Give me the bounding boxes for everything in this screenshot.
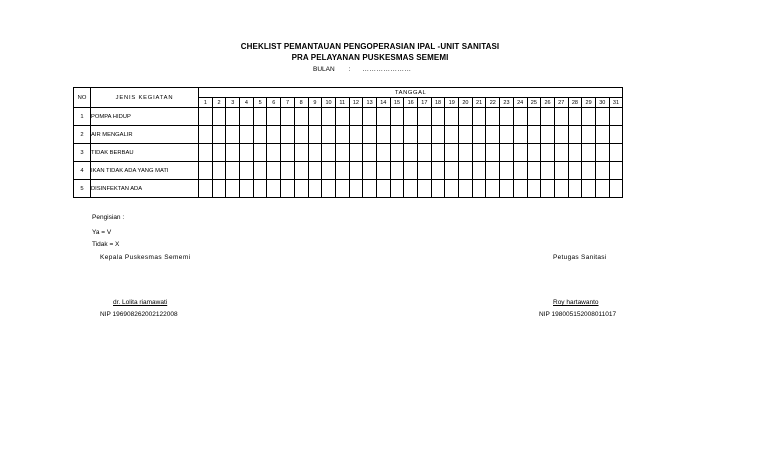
day-header: 2 — [212, 98, 226, 108]
check-cell[interactable] — [527, 108, 541, 126]
check-cell[interactable] — [226, 126, 240, 144]
notes-pengisian: Pengisian : — [92, 214, 125, 221]
check-cell[interactable] — [527, 180, 541, 198]
check-cell[interactable] — [418, 180, 432, 198]
check-cell[interactable] — [376, 126, 390, 144]
check-cell[interactable] — [554, 180, 568, 198]
check-cell[interactable] — [500, 126, 514, 144]
day-header: 24 — [513, 98, 527, 108]
check-cell[interactable] — [404, 180, 418, 198]
check-cell[interactable] — [472, 108, 486, 126]
day-header: 15 — [390, 98, 404, 108]
check-cell[interactable] — [376, 180, 390, 198]
check-cell[interactable] — [349, 162, 363, 180]
check-cell[interactable] — [431, 144, 445, 162]
check-cell[interactable] — [541, 180, 555, 198]
activity-name: TIDAK BERBAU — [91, 144, 199, 162]
check-cell[interactable] — [445, 162, 459, 180]
check-cell[interactable] — [500, 180, 514, 198]
check-cell[interactable] — [404, 162, 418, 180]
check-cell[interactable] — [582, 180, 596, 198]
check-cell[interactable] — [253, 162, 267, 180]
check-cell[interactable] — [445, 108, 459, 126]
day-header: 4 — [240, 98, 254, 108]
check-cell[interactable] — [199, 126, 213, 144]
check-cell[interactable] — [500, 108, 514, 126]
check-cell[interactable] — [472, 126, 486, 144]
day-header: 25 — [527, 98, 541, 108]
check-cell[interactable] — [240, 126, 254, 144]
check-cell[interactable] — [554, 126, 568, 144]
check-cell[interactable] — [390, 144, 404, 162]
check-cell[interactable] — [541, 162, 555, 180]
day-header: 21 — [472, 98, 486, 108]
check-cell[interactable] — [554, 162, 568, 180]
bulan-line — [313, 66, 412, 73]
day-header: 1 — [199, 98, 213, 108]
check-cell[interactable] — [240, 144, 254, 162]
check-cell[interactable] — [226, 162, 240, 180]
check-cell[interactable] — [226, 144, 240, 162]
kepala-title: Kepala Puskesmas Sememi — [100, 254, 191, 261]
row-number: 1 — [74, 108, 91, 126]
check-cell[interactable] — [486, 108, 500, 126]
check-cell[interactable] — [486, 162, 500, 180]
check-cell[interactable] — [240, 162, 254, 180]
check-cell[interactable] — [322, 144, 336, 162]
day-header: 17 — [418, 98, 432, 108]
day-header: 5 — [253, 98, 267, 108]
check-cell[interactable] — [582, 108, 596, 126]
table-row — [74, 162, 623, 180]
check-cell[interactable] — [582, 162, 596, 180]
activity-name: DISINFEKTAN ADA — [91, 180, 199, 198]
notes-ya: Ya = V — [92, 229, 112, 236]
check-cell[interactable] — [363, 144, 377, 162]
day-header: 16 — [404, 98, 418, 108]
check-cell[interactable] — [335, 126, 349, 144]
check-cell[interactable] — [212, 126, 226, 144]
petugas-name: Roy hartawanto — [553, 299, 599, 306]
check-cell[interactable] — [500, 144, 514, 162]
check-cell[interactable] — [349, 180, 363, 198]
check-cell[interactable] — [486, 126, 500, 144]
day-header: 6 — [267, 98, 281, 108]
check-cell[interactable] — [267, 126, 281, 144]
check-cell[interactable] — [472, 162, 486, 180]
check-cell[interactable] — [445, 126, 459, 144]
header-jenis-kegiatan: JENIS KEGIATAN — [91, 88, 199, 108]
check-cell[interactable] — [527, 126, 541, 144]
check-cell[interactable] — [459, 180, 473, 198]
check-cell[interactable] — [582, 126, 596, 144]
day-header: 28 — [568, 98, 582, 108]
check-cell[interactable] — [418, 144, 432, 162]
check-cell[interactable] — [308, 162, 322, 180]
check-cell[interactable] — [609, 144, 623, 162]
day-header: 8 — [294, 98, 308, 108]
day-header: 18 — [431, 98, 445, 108]
check-cell[interactable] — [253, 108, 267, 126]
check-cell[interactable] — [267, 144, 281, 162]
day-header: 13 — [363, 98, 377, 108]
check-cell[interactable] — [568, 126, 582, 144]
check-cell[interactable] — [609, 126, 623, 144]
check-cell[interactable] — [568, 180, 582, 198]
day-header: 19 — [445, 98, 459, 108]
check-cell[interactable] — [595, 144, 609, 162]
check-cell[interactable] — [376, 162, 390, 180]
day-header: 26 — [541, 98, 555, 108]
check-cell[interactable] — [609, 180, 623, 198]
check-cell[interactable] — [322, 108, 336, 126]
document-subtitle: PRA PELAYANAN PUSKESMAS SEMEMI — [291, 53, 449, 62]
day-header: 22 — [486, 98, 500, 108]
check-cell[interactable] — [568, 162, 582, 180]
table-row — [74, 180, 623, 198]
day-header: 30 — [595, 98, 609, 108]
check-cell[interactable] — [595, 126, 609, 144]
check-cell[interactable] — [267, 180, 281, 198]
day-header: 7 — [281, 98, 295, 108]
check-cell[interactable] — [431, 180, 445, 198]
check-cell[interactable] — [308, 180, 322, 198]
check-cell[interactable] — [267, 162, 281, 180]
check-cell[interactable] — [281, 144, 295, 162]
check-cell[interactable] — [459, 126, 473, 144]
check-cell[interactable] — [404, 144, 418, 162]
check-cell[interactable] — [459, 162, 473, 180]
check-cell[interactable] — [226, 180, 240, 198]
table-row — [74, 144, 623, 162]
check-cell[interactable] — [418, 126, 432, 144]
check-cell[interactable] — [294, 108, 308, 126]
day-header: 20 — [459, 98, 473, 108]
check-cell[interactable] — [253, 126, 267, 144]
check-cell[interactable] — [390, 108, 404, 126]
table-row — [74, 126, 623, 144]
check-cell[interactable] — [527, 162, 541, 180]
checklist-table — [73, 87, 623, 198]
check-cell[interactable] — [335, 162, 349, 180]
check-cell[interactable] — [349, 108, 363, 126]
check-cell[interactable] — [281, 162, 295, 180]
check-cell[interactable] — [267, 108, 281, 126]
table-row — [74, 108, 623, 126]
check-cell[interactable] — [527, 144, 541, 162]
check-cell[interactable] — [609, 162, 623, 180]
check-cell[interactable] — [335, 108, 349, 126]
check-cell[interactable] — [554, 144, 568, 162]
document-title: CHEKLIST PEMANTAUAN PENGOPERASIAN IPAL -UNIT SANITASI — [240, 42, 500, 51]
check-cell[interactable] — [226, 108, 240, 126]
check-cell[interactable] — [308, 144, 322, 162]
check-cell[interactable] — [349, 144, 363, 162]
petugas-title: Petugas Sanitasi — [553, 254, 607, 261]
check-cell[interactable] — [513, 162, 527, 180]
check-cell[interactable] — [363, 162, 377, 180]
check-cell[interactable] — [322, 162, 336, 180]
check-cell[interactable] — [513, 108, 527, 126]
petugas-nip: NIP 198005152008011017 — [539, 311, 617, 318]
activity-name: AIR MENGALIR — [91, 126, 199, 144]
check-cell[interactable] — [431, 108, 445, 126]
check-cell[interactable] — [281, 126, 295, 144]
check-cell[interactable] — [294, 180, 308, 198]
bulan-label: BULAN — [313, 66, 335, 73]
check-cell[interactable] — [199, 144, 213, 162]
check-cell[interactable] — [541, 144, 555, 162]
check-cell[interactable] — [308, 108, 322, 126]
check-cell[interactable] — [212, 144, 226, 162]
check-cell[interactable] — [541, 126, 555, 144]
day-header: 9 — [308, 98, 322, 108]
day-header: 31 — [609, 98, 623, 108]
activity-name: IKAN TIDAK ADA YANG MATI — [91, 162, 199, 180]
check-cell[interactable] — [390, 162, 404, 180]
check-cell[interactable] — [199, 180, 213, 198]
notes-tidak: Tidak = X — [92, 241, 120, 248]
check-cell[interactable] — [445, 180, 459, 198]
row-number: 3 — [74, 144, 91, 162]
check-cell[interactable] — [541, 108, 555, 126]
check-cell[interactable] — [404, 126, 418, 144]
check-cell[interactable] — [431, 162, 445, 180]
row-number: 2 — [74, 126, 91, 144]
check-cell[interactable] — [349, 126, 363, 144]
check-cell[interactable] — [459, 144, 473, 162]
row-number: 5 — [74, 180, 91, 198]
day-header: 12 — [349, 98, 363, 108]
check-cell[interactable] — [513, 144, 527, 162]
check-cell[interactable] — [199, 108, 213, 126]
check-cell[interactable] — [376, 144, 390, 162]
kepala-nip: NIP 196908262002122008 — [100, 311, 178, 318]
check-cell[interactable] — [418, 162, 432, 180]
check-cell[interactable] — [431, 126, 445, 144]
check-cell[interactable] — [363, 108, 377, 126]
check-cell[interactable] — [253, 180, 267, 198]
header-tanggal: TANGGAL — [199, 88, 623, 98]
bulan-value: ………………… — [362, 66, 412, 73]
check-cell[interactable] — [322, 180, 336, 198]
check-cell[interactable] — [472, 180, 486, 198]
check-cell[interactable] — [390, 180, 404, 198]
day-header: 29 — [582, 98, 596, 108]
check-cell[interactable] — [308, 126, 322, 144]
day-header: 3 — [226, 98, 240, 108]
check-cell[interactable] — [335, 144, 349, 162]
check-cell[interactable] — [404, 108, 418, 126]
bulan-colon: : — [348, 66, 351, 73]
check-cell[interactable] — [240, 180, 254, 198]
check-cell[interactable] — [294, 162, 308, 180]
check-cell[interactable] — [199, 162, 213, 180]
day-header: 14 — [376, 98, 390, 108]
check-cell[interactable] — [322, 126, 336, 144]
check-cell[interactable] — [294, 144, 308, 162]
header-no: NO — [74, 88, 91, 108]
activity-name: POMPA HIDUP — [91, 108, 199, 126]
check-cell[interactable] — [445, 144, 459, 162]
check-cell[interactable] — [281, 180, 295, 198]
check-cell[interactable] — [568, 108, 582, 126]
check-cell[interactable] — [595, 162, 609, 180]
check-cell[interactable] — [595, 180, 609, 198]
check-cell[interactable] — [486, 144, 500, 162]
check-cell[interactable] — [240, 108, 254, 126]
check-cell[interactable] — [335, 180, 349, 198]
check-cell[interactable] — [513, 126, 527, 144]
check-cell[interactable] — [459, 108, 473, 126]
check-cell[interactable] — [609, 108, 623, 126]
day-header: 23 — [500, 98, 514, 108]
check-cell[interactable] — [212, 180, 226, 198]
row-number: 4 — [74, 162, 91, 180]
kepala-name: dr. Lolita riamawati — [113, 299, 168, 306]
day-header: 27 — [554, 98, 568, 108]
check-cell[interactable] — [582, 144, 596, 162]
check-cell[interactable] — [363, 180, 377, 198]
check-cell[interactable] — [595, 108, 609, 126]
check-cell[interactable] — [212, 162, 226, 180]
check-cell[interactable] — [568, 144, 582, 162]
check-cell[interactable] — [486, 180, 500, 198]
check-cell[interactable] — [513, 180, 527, 198]
check-cell[interactable] — [472, 144, 486, 162]
check-cell[interactable] — [363, 126, 377, 144]
check-cell[interactable] — [376, 108, 390, 126]
check-cell[interactable] — [390, 126, 404, 144]
check-cell[interactable] — [554, 108, 568, 126]
day-header: 11 — [335, 98, 349, 108]
check-cell[interactable] — [418, 108, 432, 126]
day-header: 10 — [322, 98, 336, 108]
check-cell[interactable] — [294, 126, 308, 144]
check-cell[interactable] — [212, 108, 226, 126]
check-cell[interactable] — [500, 162, 514, 180]
check-cell[interactable] — [253, 144, 267, 162]
check-cell[interactable] — [281, 108, 295, 126]
